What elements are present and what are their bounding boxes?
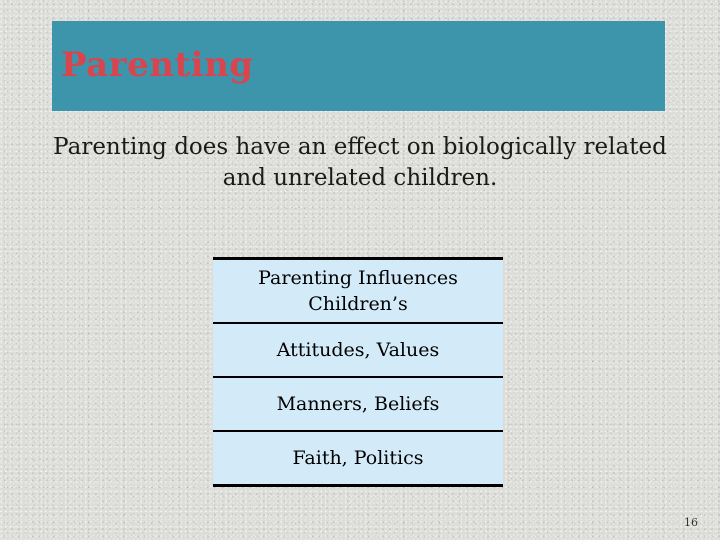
- slide-title: Parenting: [61, 45, 254, 85]
- table-row: Attitudes, Values: [213, 324, 503, 378]
- title-bar: [52, 21, 665, 111]
- table-row: Faith, Politics: [292, 447, 424, 469]
- slide-subtitle: Parenting does have an effect on biologically related and unrelated children.: [53, 134, 667, 191]
- table-header: Parenting Influences Children’s: [213, 260, 503, 324]
- table-row: Manners, Beliefs: [213, 378, 503, 432]
- influences-table: [213, 257, 503, 487]
- page-number: 16: [684, 516, 698, 529]
